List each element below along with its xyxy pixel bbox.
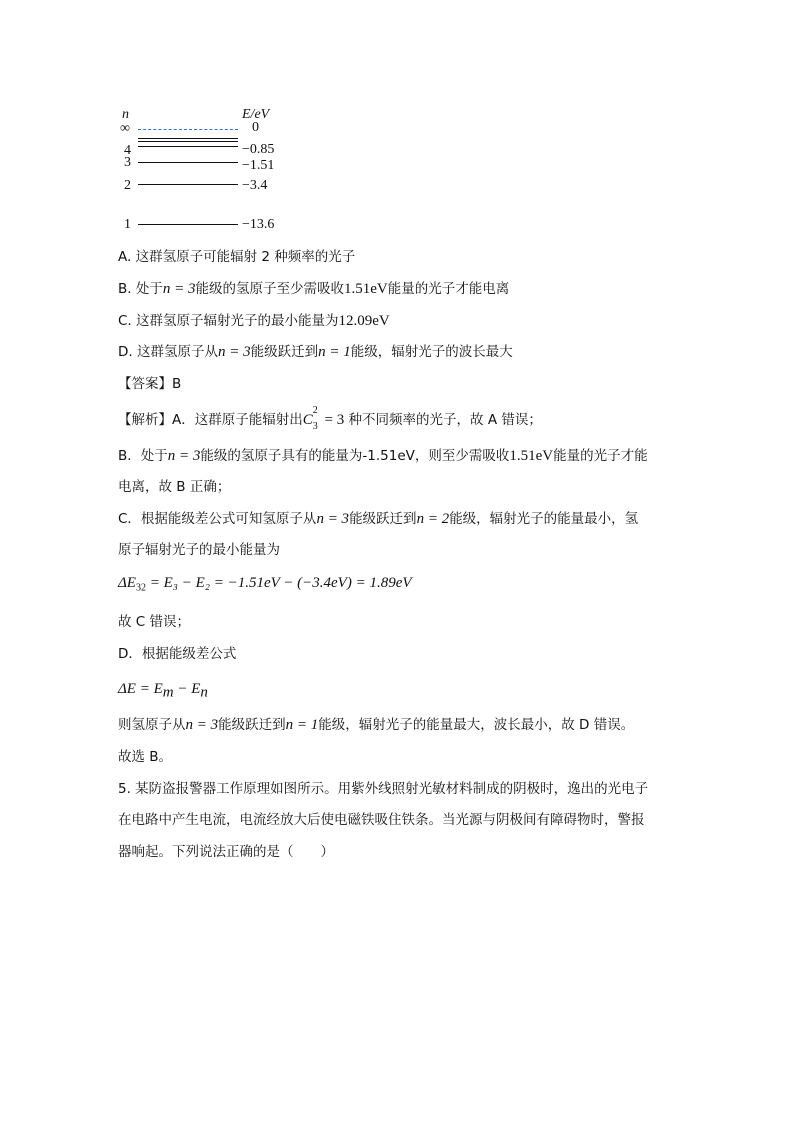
option-c-pre: C. 这群氢原子辐射光子的最小能量为: [118, 313, 339, 329]
analysis-2-energy: 1.51eV: [509, 448, 554, 464]
level-n-4: 4: [124, 143, 131, 158]
energy-axis-label: E/eV: [242, 107, 270, 122]
option-d: [118, 342, 513, 362]
option-d-post: 能级，辐射光子的波长最大: [350, 344, 513, 360]
n-axis-label: n: [122, 107, 129, 122]
eq-gen-m: m: [162, 684, 174, 701]
answer-line: 【答案】B: [118, 376, 182, 392]
analysis-2-n3: n = 3: [167, 448, 201, 464]
level-e-1: −13.6: [242, 217, 275, 232]
level-n-2: 2: [124, 178, 131, 193]
analysis-line-4: [118, 509, 638, 529]
analysis-2-pre: B．处于: [118, 448, 168, 464]
question-5-line-1: 5. 某防盗报警器工作原理如图所示。用紫外线照射光敏材料制成的阴极时，逸出的光电子: [118, 781, 649, 797]
analysis-line-2: [118, 446, 648, 466]
analysis-4-post: 能级，辐射光子的能量最小，氢: [449, 511, 639, 527]
analysis-4-n2: n = 2: [416, 511, 450, 527]
eq-gen-n: n: [200, 684, 208, 701]
analysis-1-pre: 【解析】A．这群原子能辐射出: [118, 412, 303, 428]
analysis-line-5: 原子辐射光子的最小能量为: [118, 542, 280, 558]
option-b: [118, 279, 509, 299]
analysis-10-post: 能级，辐射光子的能量最大，波长最小，故 D 错误。: [318, 717, 635, 733]
option-b-post: 能量的光子才能电离: [387, 281, 510, 297]
level-n-3: 3: [124, 155, 131, 170]
energy-level-diagram: [118, 100, 298, 240]
analysis-2-mid: 能级的氢原子具有的能量为-1.51eV，则至少需吸收: [200, 448, 510, 464]
level-e-3: −1.51: [242, 158, 275, 173]
energy-difference-equation: [118, 573, 412, 593]
analysis-2-post: 能量的光子才能: [553, 448, 648, 464]
level-n-1: 1: [124, 217, 131, 232]
eq32-rhs: = E₃ − E₂ = −1.51eV − (−3.4eV) = 1.89eV: [145, 575, 412, 591]
option-b-energy: 1.51eV: [343, 281, 388, 297]
analysis-line-7: 故 C 错误；: [118, 614, 191, 630]
option-d-pre: D. 这群氢原子从: [118, 344, 218, 360]
analysis-line-8: D．根据能级差公式: [118, 646, 237, 662]
eq-gen-mid: − E: [173, 681, 201, 697]
analysis-line-11: 故选 B。: [118, 749, 173, 765]
level-line-3: [138, 162, 238, 163]
question-5-line-2: 在电路中产生电流，电流经放大后使电磁铁吸住铁条。当光源与阴极间有障碍物时，警报: [118, 812, 645, 828]
analysis-10-n3: n = 3: [185, 717, 219, 733]
level-line-6: [138, 141, 238, 142]
eq32-sub: 32: [135, 582, 146, 594]
option-c: [118, 311, 390, 331]
analysis-line-3: 电离，故 B 正确；: [118, 479, 231, 495]
option-b-mid: 能级的氢原子至少需吸收: [195, 281, 344, 297]
analysis-line-10: [118, 715, 634, 735]
question-5-line-3: 器响起。下列说法正确的是（ ）: [118, 844, 334, 860]
analysis-line-1: 【解析】A．这群原子能辐射出C 2 3 = 3 种不同频率的光子，故 A 错误；: [118, 405, 542, 432]
level-line-2: [138, 184, 238, 185]
level-line-4: [138, 146, 238, 147]
level-line-infinity: [138, 129, 238, 130]
option-d-n1: n = 1: [318, 344, 351, 360]
combination-eq: = 3: [320, 412, 345, 428]
level-e-2: −3.4: [242, 178, 268, 193]
analysis-4-n3: n = 3: [316, 511, 350, 527]
level-e-infinity: 0: [252, 120, 259, 135]
analysis-10-pre: 则氢原子从: [118, 717, 186, 733]
eq-gen-lhs: ΔE = E: [118, 681, 163, 697]
option-d-n3: n = 3: [217, 344, 251, 360]
option-d-mid: 能级跃迁到: [250, 344, 319, 360]
option-a: A. 这群氢原子可能辐射 2 种频率的光子: [118, 249, 356, 265]
general-energy-equation: [118, 679, 208, 699]
level-e-4: −0.85: [242, 142, 275, 157]
option-c-energy: 12.09eV: [338, 313, 390, 329]
level-line-5: [138, 138, 238, 139]
analysis-1-post: 种不同频率的光子，故 A 错误；: [348, 412, 542, 428]
level-line-1: [138, 224, 238, 225]
analysis-4-mid: 能级跃迁到: [349, 511, 417, 527]
eq32-lhs: ΔE: [118, 575, 136, 591]
level-n-infinity: ∞: [120, 121, 130, 136]
option-b-n3: n = 3: [162, 281, 196, 297]
option-b-pre: B. 处于: [118, 281, 163, 297]
analysis-10-n1: n = 1: [285, 717, 319, 733]
analysis-4-pre: C．根据能级差公式可知氢原子从: [118, 511, 317, 527]
analysis-10-mid: 能级跃迁到: [218, 717, 286, 733]
combination-symbol: C: [302, 412, 313, 428]
